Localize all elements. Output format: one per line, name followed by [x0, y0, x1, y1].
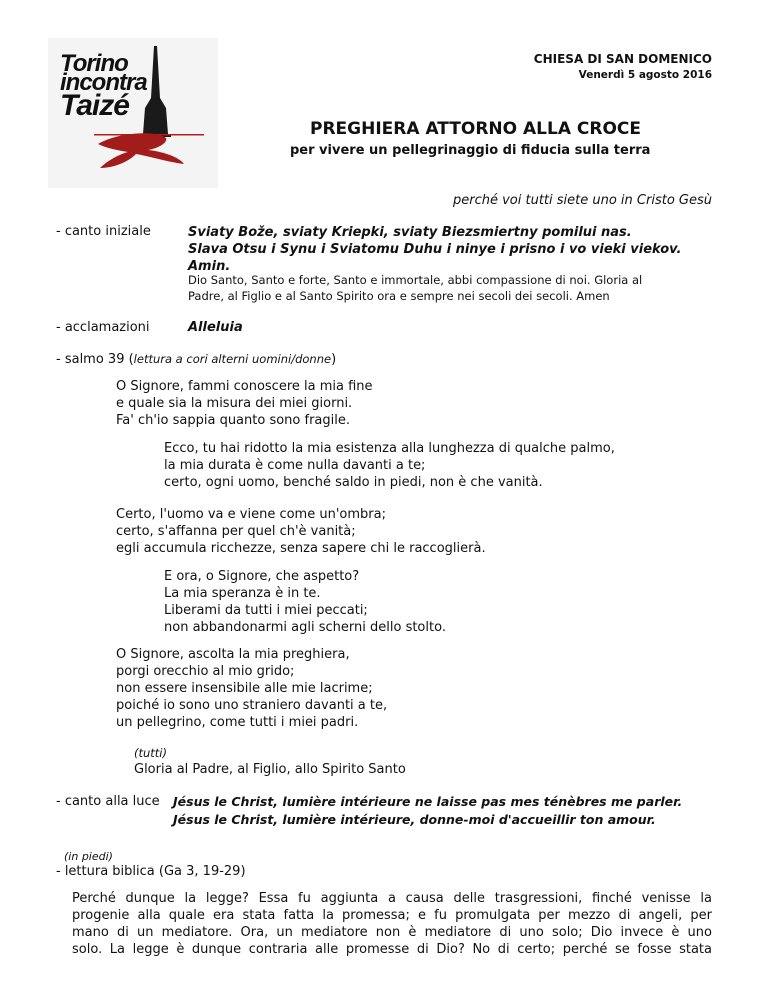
lettura-line: solo. La legge è dunque contraria alle promesse di Dio? No di certo; perché se fosse stata [72, 942, 712, 957]
salmo-line: non abbandonarmi agli scherni dello stolto. [164, 620, 446, 635]
lettura-line: progenie alla quale era stata fatta la promessa; e fu promulgata per mezzo di angeli, per [72, 908, 712, 923]
canto-luce-label: - canto alla luce [56, 794, 160, 809]
logo-text-line3: Taizé [60, 89, 129, 122]
canto-iniziale-label: - canto iniziale [56, 224, 151, 239]
canto-iniziale-text [188, 224, 681, 275]
canto-iniziale-line: Sviaty Bože, sviaty Kriepki, sviaty Biezsmiertny pomilui nas. [188, 225, 632, 240]
canto-iniziale-line: Amin. [188, 259, 231, 274]
tutti-note: (tutti) [134, 746, 167, 760]
salmo-line: la mia durata è come nulla davanti a te; [164, 458, 426, 473]
salmo-line: Ecco, tu hai ridotto la mia esistenza alla lunghezza di qualche palmo, [164, 441, 615, 456]
salmo-title: - salmo 39 ( [56, 352, 134, 367]
translation-line: Padre, al Figlio e al Santo Spirito ora e sempre nei secoli dei secoli. Amen [188, 289, 610, 303]
salmo-stanza-2 [164, 440, 615, 491]
salmo-line: Fa' ch'io sappia quanto sono fragile. [116, 413, 350, 428]
in-piedi-note: (in piedi) [64, 850, 113, 863]
page-subtitle: per vivere un pellegrinaggio di fiducia sulla terra [290, 143, 651, 158]
lettura-text [72, 890, 712, 958]
canto-iniziale-translation [188, 272, 642, 304]
canto-luce-line: Jésus le Christ, lumière intérieure ne laisse pas mes ténèbres me parler. [173, 794, 683, 809]
acclamazioni-text: Alleluia [188, 320, 243, 335]
logo-text-line1: Torino [60, 50, 128, 77]
salmo-stanza-4 [164, 568, 446, 636]
canto-luce-line: Jésus le Christ, lumière intérieure, donne-moi d'accueillir ton amour. [173, 812, 656, 827]
motto: perché voi tutti siete uno in Cristo Gesù [452, 193, 712, 208]
logo-text-line2: incontra [60, 69, 147, 96]
lettura-line: Perché dunque la legge? Essa fu aggiunta a causa delle trasgressioni, finché venisse la [72, 891, 712, 906]
salmo-line: non essere insensibile alle mie lacrime; [116, 681, 373, 696]
translation-line: Dio Santo, Santo e forte, Santo e immortale, abbi compassione di noi. Gloria al [188, 273, 643, 287]
salmo-line: porgi orecchio al mio grido; [116, 664, 295, 679]
salmo-line: poiché io sono uno straniero davanti a te, [116, 698, 388, 713]
salmo-label [56, 352, 336, 367]
gloria-line: Gloria al Padre, al Figlio, allo Spirito Santo [134, 762, 406, 777]
taize-logo [48, 38, 218, 188]
salmo-line: certo, s'affanna per quel ch'è vanità; [116, 524, 356, 539]
page-title: PREGHIERA ATTORNO ALLA CROCE [310, 119, 642, 139]
salmo-line: O Signore, fammi conoscere la mia fine [116, 379, 373, 394]
salmo-line: e quale sia la misura dei miei giorni. [116, 396, 353, 411]
acclamazioni-label: - acclamazioni [56, 320, 150, 335]
lettura-label: - lettura biblica (Ga 3, 19-29) [56, 864, 246, 879]
salmo-line: egli accumula ricchezze, senza sapere chi le raccoglierà. [116, 541, 486, 556]
canto-iniziale-line: Slava Otsu i Synu i Sviatomu Duhu i ninye i prisno i vo vieki viekov. [188, 242, 682, 257]
salmo-line: O Signore, ascolta la mia preghiera, [116, 647, 350, 662]
salmo-line: certo, ogni uomo, benché saldo in piedi, non è che vanità. [164, 475, 543, 490]
salmo-stanza-5 [116, 646, 387, 731]
salmo-stanza-3 [116, 506, 486, 557]
salmo-line: E ora, o Signore, che aspetto? [164, 569, 360, 584]
lettura-line: mano di un mediatore. Ora, un mediatore non è mediatore di uno solo; Dio invece è uno [72, 925, 712, 940]
salmo-line: La mia speranza è in te. [164, 586, 321, 601]
church-name: CHIESA DI SAN DOMENICO [533, 52, 712, 66]
salmo-stanza-1 [116, 378, 373, 429]
event-date: Venerdì 5 agosto 2016 [578, 69, 712, 81]
salmo-line: un pellegrino, come tutti i miei padri. [116, 715, 359, 730]
salmo-line: Liberami da tutti i miei peccati; [164, 603, 368, 618]
salmo-note: lettura a cori alterni uomini/donne [133, 352, 332, 366]
salmo-title-end: ) [331, 352, 337, 367]
salmo-line: Certo, l'uomo va e viene come un'ombra; [116, 507, 386, 522]
